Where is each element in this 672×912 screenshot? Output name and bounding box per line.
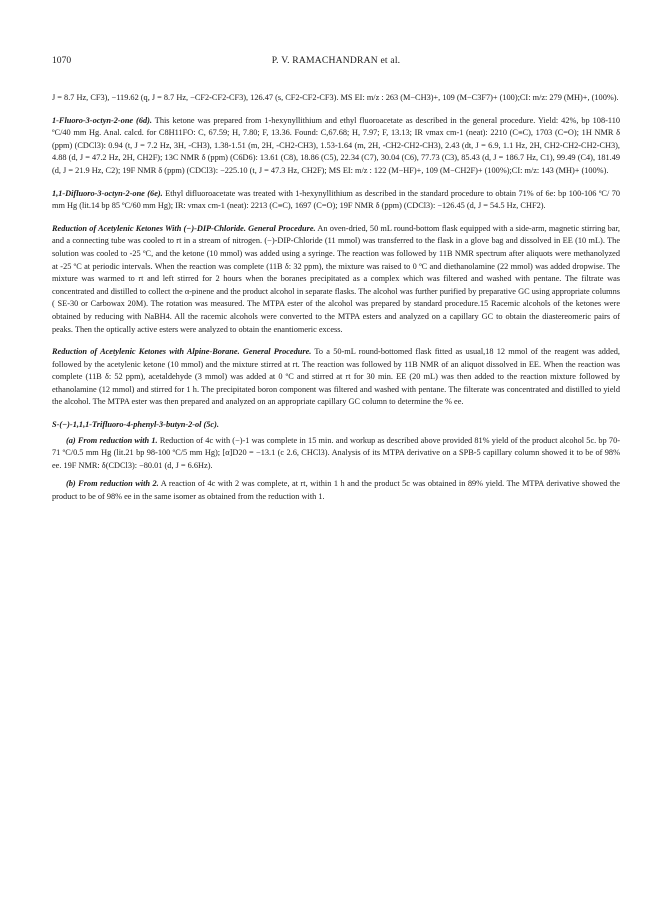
article-body bbox=[52, 92, 620, 514]
section-title-dip-chloride: Reduction of Acetylenic Ketones With (−)-DIP-Chloride. General Procedure. bbox=[52, 223, 316, 233]
compound-heading-5c bbox=[52, 419, 620, 432]
paragraph-text: Ethyl difluoroacetate was treated with 1-hexynyllithium as described in the standard procedure to obtain 71% of 6e: bp 100-106 ºC/ 70 mm Hg (lit.14 bp 85 ºC/60 mm Hg); IR: νmax cm-1 (neat): 2213 (C≡C), 1697 (C=O); 19F NMR δ (ppm) (CDCl3): −126.45 (d, J = 54.5 Hz, CHF2). bbox=[52, 188, 620, 211]
page-number: 1070 bbox=[52, 55, 72, 66]
compound-title-6e: 1,1-Difluoro-3-octyn-2-one (6e). bbox=[52, 188, 163, 198]
paragraph-text: J = 8.7 Hz, CF3), −119.62 (q, J = 8.7 Hz, −CF2-CF2-CF3), 126.47 (s, CF2-CF2-CF3). MS EI: m/z : 263 (M−CH3)+, 109 (M−C3F7)+ (100);CI: m/z: 279 (MH)+, (100%). bbox=[52, 93, 619, 102]
paragraph-text: To a 50-mL round-bottomed flask fitted as usual,18 12 mmol of the reagent was added, followed by the acetylenic ketone (10 mmol) and the mixture stirred at rt. The reaction was followed by 11B NMR of an aliquot dissolved in EE. When the reaction was complete (11B δ: 52 ppm), acetaldehyde (3 mmol) was added at 0 ºC and stirred at rt for 30 min. EE (20 mL) was then added to the reaction mixture followed by ethanolamine (12 mmol) and stirred for 1 h. The precipitated boron component was filtered and washed with pentane. The filterate was concentrated and distilled to yield the alcohol. The MTPA ester was then prepared and analyzed on an appropriate capillary GC column to determine the % ee. bbox=[52, 347, 620, 407]
paragraph-dip-chloride-procedure bbox=[52, 223, 620, 336]
paragraph-text: Reduction of 4c with (−)-1 was complete in 15 min. and workup as described above provided 81% yield of the product alcohol 5c. bp 70-71 ºC/0.5 mm Hg (lit.21 bp 98-100 ºC/5 mm Hg); [α]D20 = −13.1 (c 2.6, CHCl3). Analysis of its MTPA derivative on a SPB-5 capillary column showed it to be of 98% ee. 19F NMR: δ(CDCl3): −80.01 (d, J = 6.6Hz). bbox=[52, 435, 620, 470]
paragraph-6c-data-continued bbox=[52, 92, 620, 105]
paragraph-6e bbox=[52, 188, 620, 213]
subsection-title-a: (a) From reduction with 1. bbox=[66, 435, 158, 445]
paragraph-5c-reduction-1 bbox=[52, 435, 620, 473]
paragraph-alpine-borane-procedure bbox=[52, 346, 620, 409]
compound-title-5c: S-(−)-1,1,1-Trifluoro-4-phenyl-3-butyn-2-ol (5c). bbox=[52, 420, 219, 430]
paragraph-6d bbox=[52, 115, 620, 178]
paragraph-text: An oven-dried, 50 mL round-bottom flask equipped with a side-arm, magnetic stirring bar, and a connecting tube was cooled to rt in a stream of nitrogen. (−)-DIP-Chloride (11 mmol) was transferred to the flask in a glove bag and dissolved in EE (10 mL). The solution was cooled to -25 ºC, and the ketone (10 mmol) was added using a syringe. The reaction was followed by 11B NMR spectrum after aliquots were methanolyzed at -25 ºC at periodic intervals. When the reaction was complete (11B δ: 32 ppm), the mixture was raised to 0 ºC and diethanolamine (22 mmol) was added dropwise. The mixture was warmed to rt and left stirred for 2 hours when the boranes precipitated as a complex which was filtered and washed with pentane. The filtrate was concentrated and distilled to collect the α-pinene and the product alcohol in separate flasks. The alcohol was further purified by preparative GC using appropriate columns ( SE-30 or Carbowax 20M). The rotation was measured. The MTPA ester of the alcohol was prepared by standard procedure.15 Racemic alcohols of the ketones were obtained by reducing with NaBH4. All the racemic alcohols were converted to the MTPA esters and analyzed on a capillary GC to obtain the diastereomeric pairs of peaks. Then the optically active esters were analyzed to obtain the enantiomeric excess. bbox=[52, 223, 620, 334]
compound-title-6d: 1-Fluoro-3-octyn-2-one (6d). bbox=[52, 115, 152, 125]
paragraph-text: This ketone was prepared from 1-hexynyllithium and ethyl fluoroacetate as described in the general procedure. Yield: 42%, bp 108-110 ºC/40 mm Hg. Anal. calcd. for C8H11FO: C, 67.59; H, 7.80; F, 13.36. Found: C,67.68; H, 7.97; F, 13.13; IR νmax cm-1 (neat): 2210 (C≡C), 1703 (C=O); 1H NMR δ (ppm) (CDCl3): 0.94 (t, J = 7.2 Hz, 3H, -CH3), 1.38-1.51 (m, 2H, -CH2-CH3), 1.53-1.64 (m, 2H, -CH2-CH2-CH3), 2.43 (dt, J = 6.9, 1.1 Hz, 2H, CH2-CH2-CH2-CH3), 4.88 (d, J = 47.2 Hz, 2H, CH2F); 13C NMR δ (ppm) (C6D6): 13.61 (C8), 18.86 (C5), 22.34 (C7), 30.04 (C6), 77.73 (C3), 85.43 (d, J = 186.7 Hz, C1), 99.49 (C4), 181.49 (d, J = 21.9 Hz, C2); 19F NMR δ (ppm) (CDCl3): −225.10 (t, J = 47.3 Hz, CH2F); MS EI: m/z : 122 (M−HF)+, 109 (M−CH2F)+ (100%);CI: m/z: 143 (MH)+ (100%). bbox=[52, 115, 620, 175]
page-header bbox=[52, 55, 620, 69]
subsection-title-b: (b) From reduction with 2. bbox=[66, 479, 159, 489]
paragraph-5c-reduction-2 bbox=[52, 478, 620, 503]
paragraph-text: A reaction of 4c with 2 was complete, at rt, within 1 h and the product 5c was obtained in 89% yield. The MTPA derivative showed the product to be of 98% ee in the same isomer as obtained from the reduction with 1. bbox=[52, 479, 620, 502]
running-head-author: P. V. RAMACHANDRAN et al. bbox=[271, 55, 401, 66]
section-title-alpine-borane: Reduction of Acetylenic Ketones with Alpine-Borane. General Procedure. bbox=[52, 347, 312, 357]
